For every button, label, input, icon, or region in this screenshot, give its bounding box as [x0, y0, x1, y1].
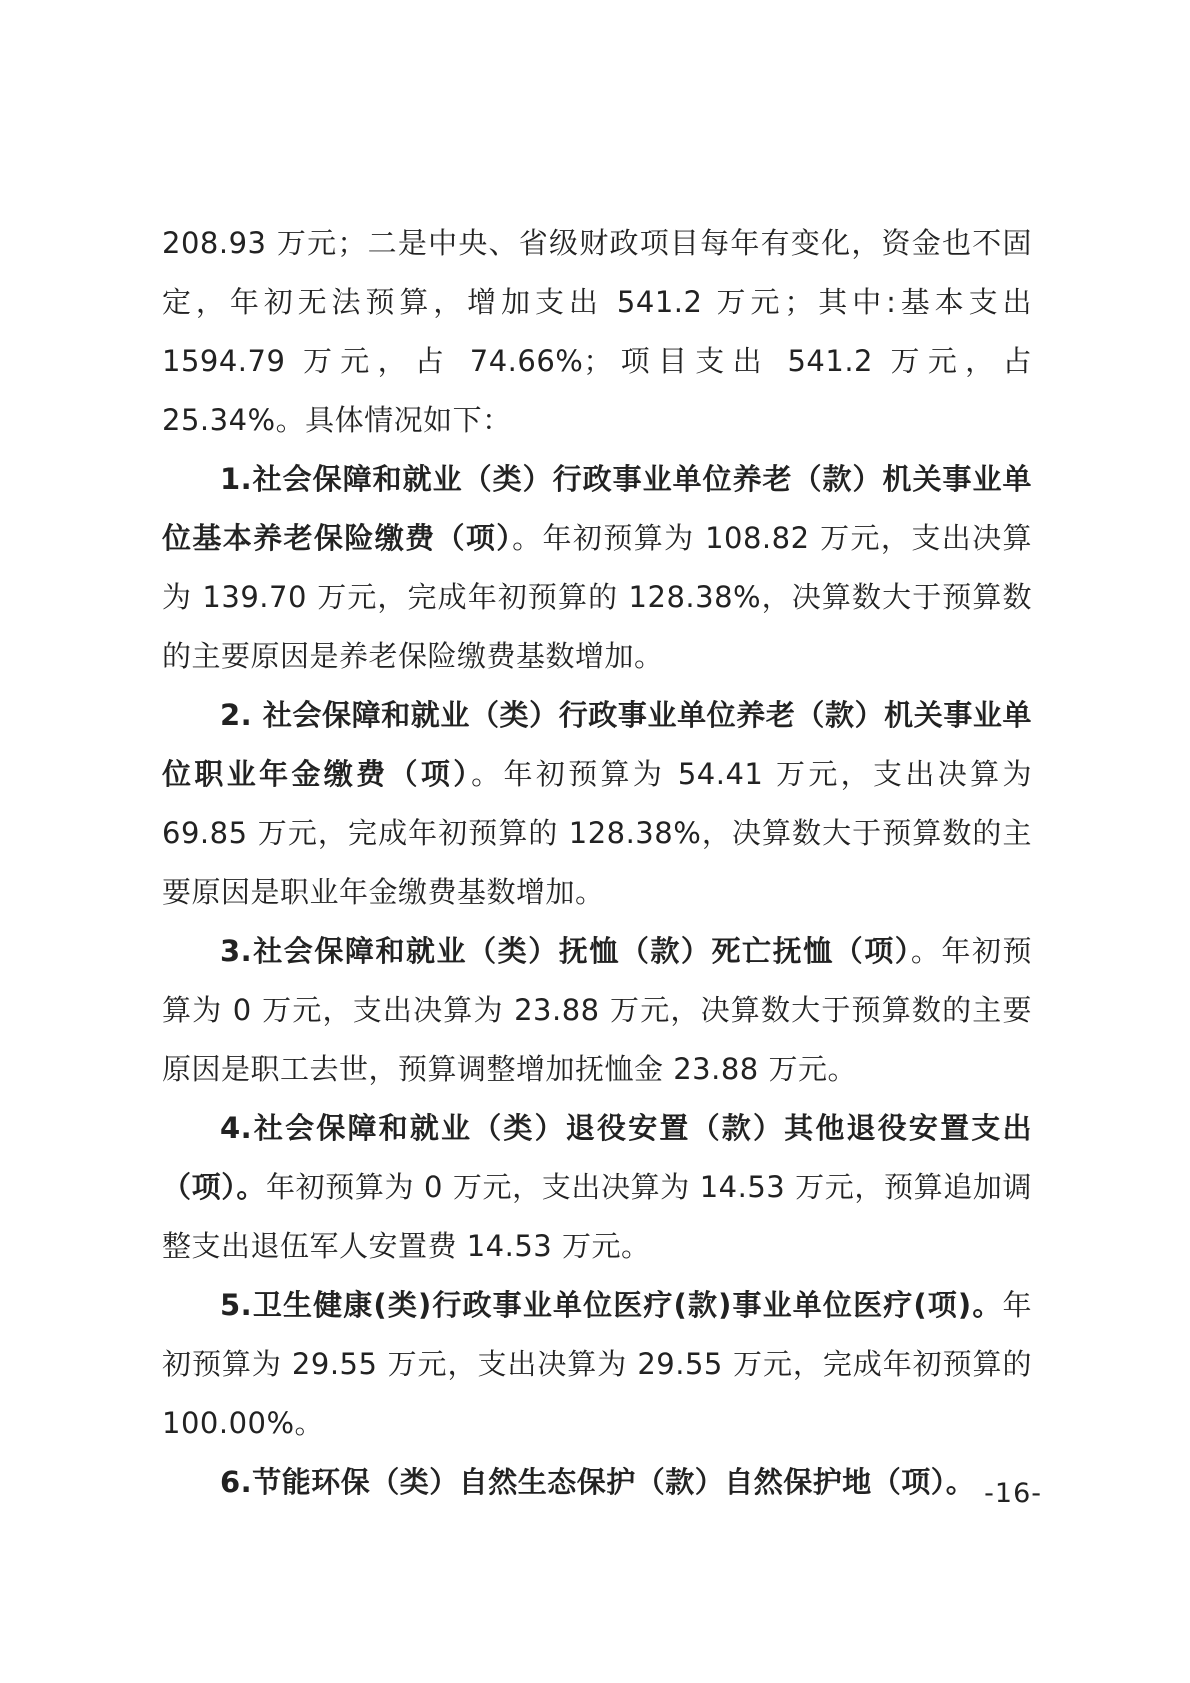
paragraph-1-text: 。年初预算为 108.82 万元，支出决算为 139.70 万元，完成年初预算的 128.38%，决算数大于预算数的主要原因是养老保险缴费基数增加。 [162, 521, 1032, 673]
paragraph-5 [162, 1276, 1032, 1453]
paragraph-5-text: 年初预算为 29.55 万元，支出决算为 29.55 万元，完成年初预算的 100.00%。 [162, 1288, 1032, 1440]
paragraph-3-text: 。年初预算为 0 万元，支出决算为 23.88 万元，决算数大于预算数的主要原因是职工去世，预算调整增加抚恤金 23.88 万元。 [162, 934, 1032, 1086]
paragraph-1-heading: 1.社会保障和就业（类）行政事业单位养老（款）机关事业单位基本养老保险缴费（项） [162, 462, 1032, 555]
paragraph-6-heading: 6.节能环保（类）自然生态保护（款）自然保护地（项）。 [220, 1465, 976, 1499]
paragraph-2 [162, 686, 1032, 922]
paragraph-6 [162, 1453, 1032, 1512]
paragraph-4-heading: 4.社会保障和就业（类）退役安置（款）其他退役安置支出（项）。 [162, 1111, 1032, 1204]
paragraph-2-heading: 2. 社会保障和就业（类）行政事业单位养老（款）机关事业单位职业年金缴费（项） [162, 698, 1032, 791]
paragraph-5-heading: 5.卫生健康(类)行政事业单位医疗(款)事业单位医疗(项)。 [220, 1288, 1003, 1322]
document-body [162, 214, 1032, 1512]
paragraph-4 [162, 1099, 1032, 1276]
paragraph-4-text: 年初预算为 0 万元，支出决算为 14.53 万元，预算追加调整支出退伍军人安置费 14.53 万元。 [162, 1170, 1032, 1263]
page-number: -16- [984, 1478, 1042, 1509]
paragraph-2-text: 。年初预算为 54.41 万元，支出决算为 69.85 万元，完成年初预算的 128.38%，决算数大于预算数的主要原因是职业年金缴费基数增加。 [162, 757, 1032, 909]
paragraph-0 [162, 214, 1032, 450]
paragraph-0-text: 208.93 万元；二是中央、省级财政项目每年有变化，资金也不固定，年初无法预算，增加支出 541.2 万元；其中:基本支出 1594.79 万元，占 74.66%；项目支出 541.2 万元，占 25.34%。具体情况如下： [162, 226, 1032, 437]
paragraph-3 [162, 922, 1032, 1099]
paragraph-1 [162, 450, 1032, 686]
paragraph-3-heading: 3.社会保障和就业（类）抚恤（款）死亡抚恤（项） [220, 934, 911, 968]
